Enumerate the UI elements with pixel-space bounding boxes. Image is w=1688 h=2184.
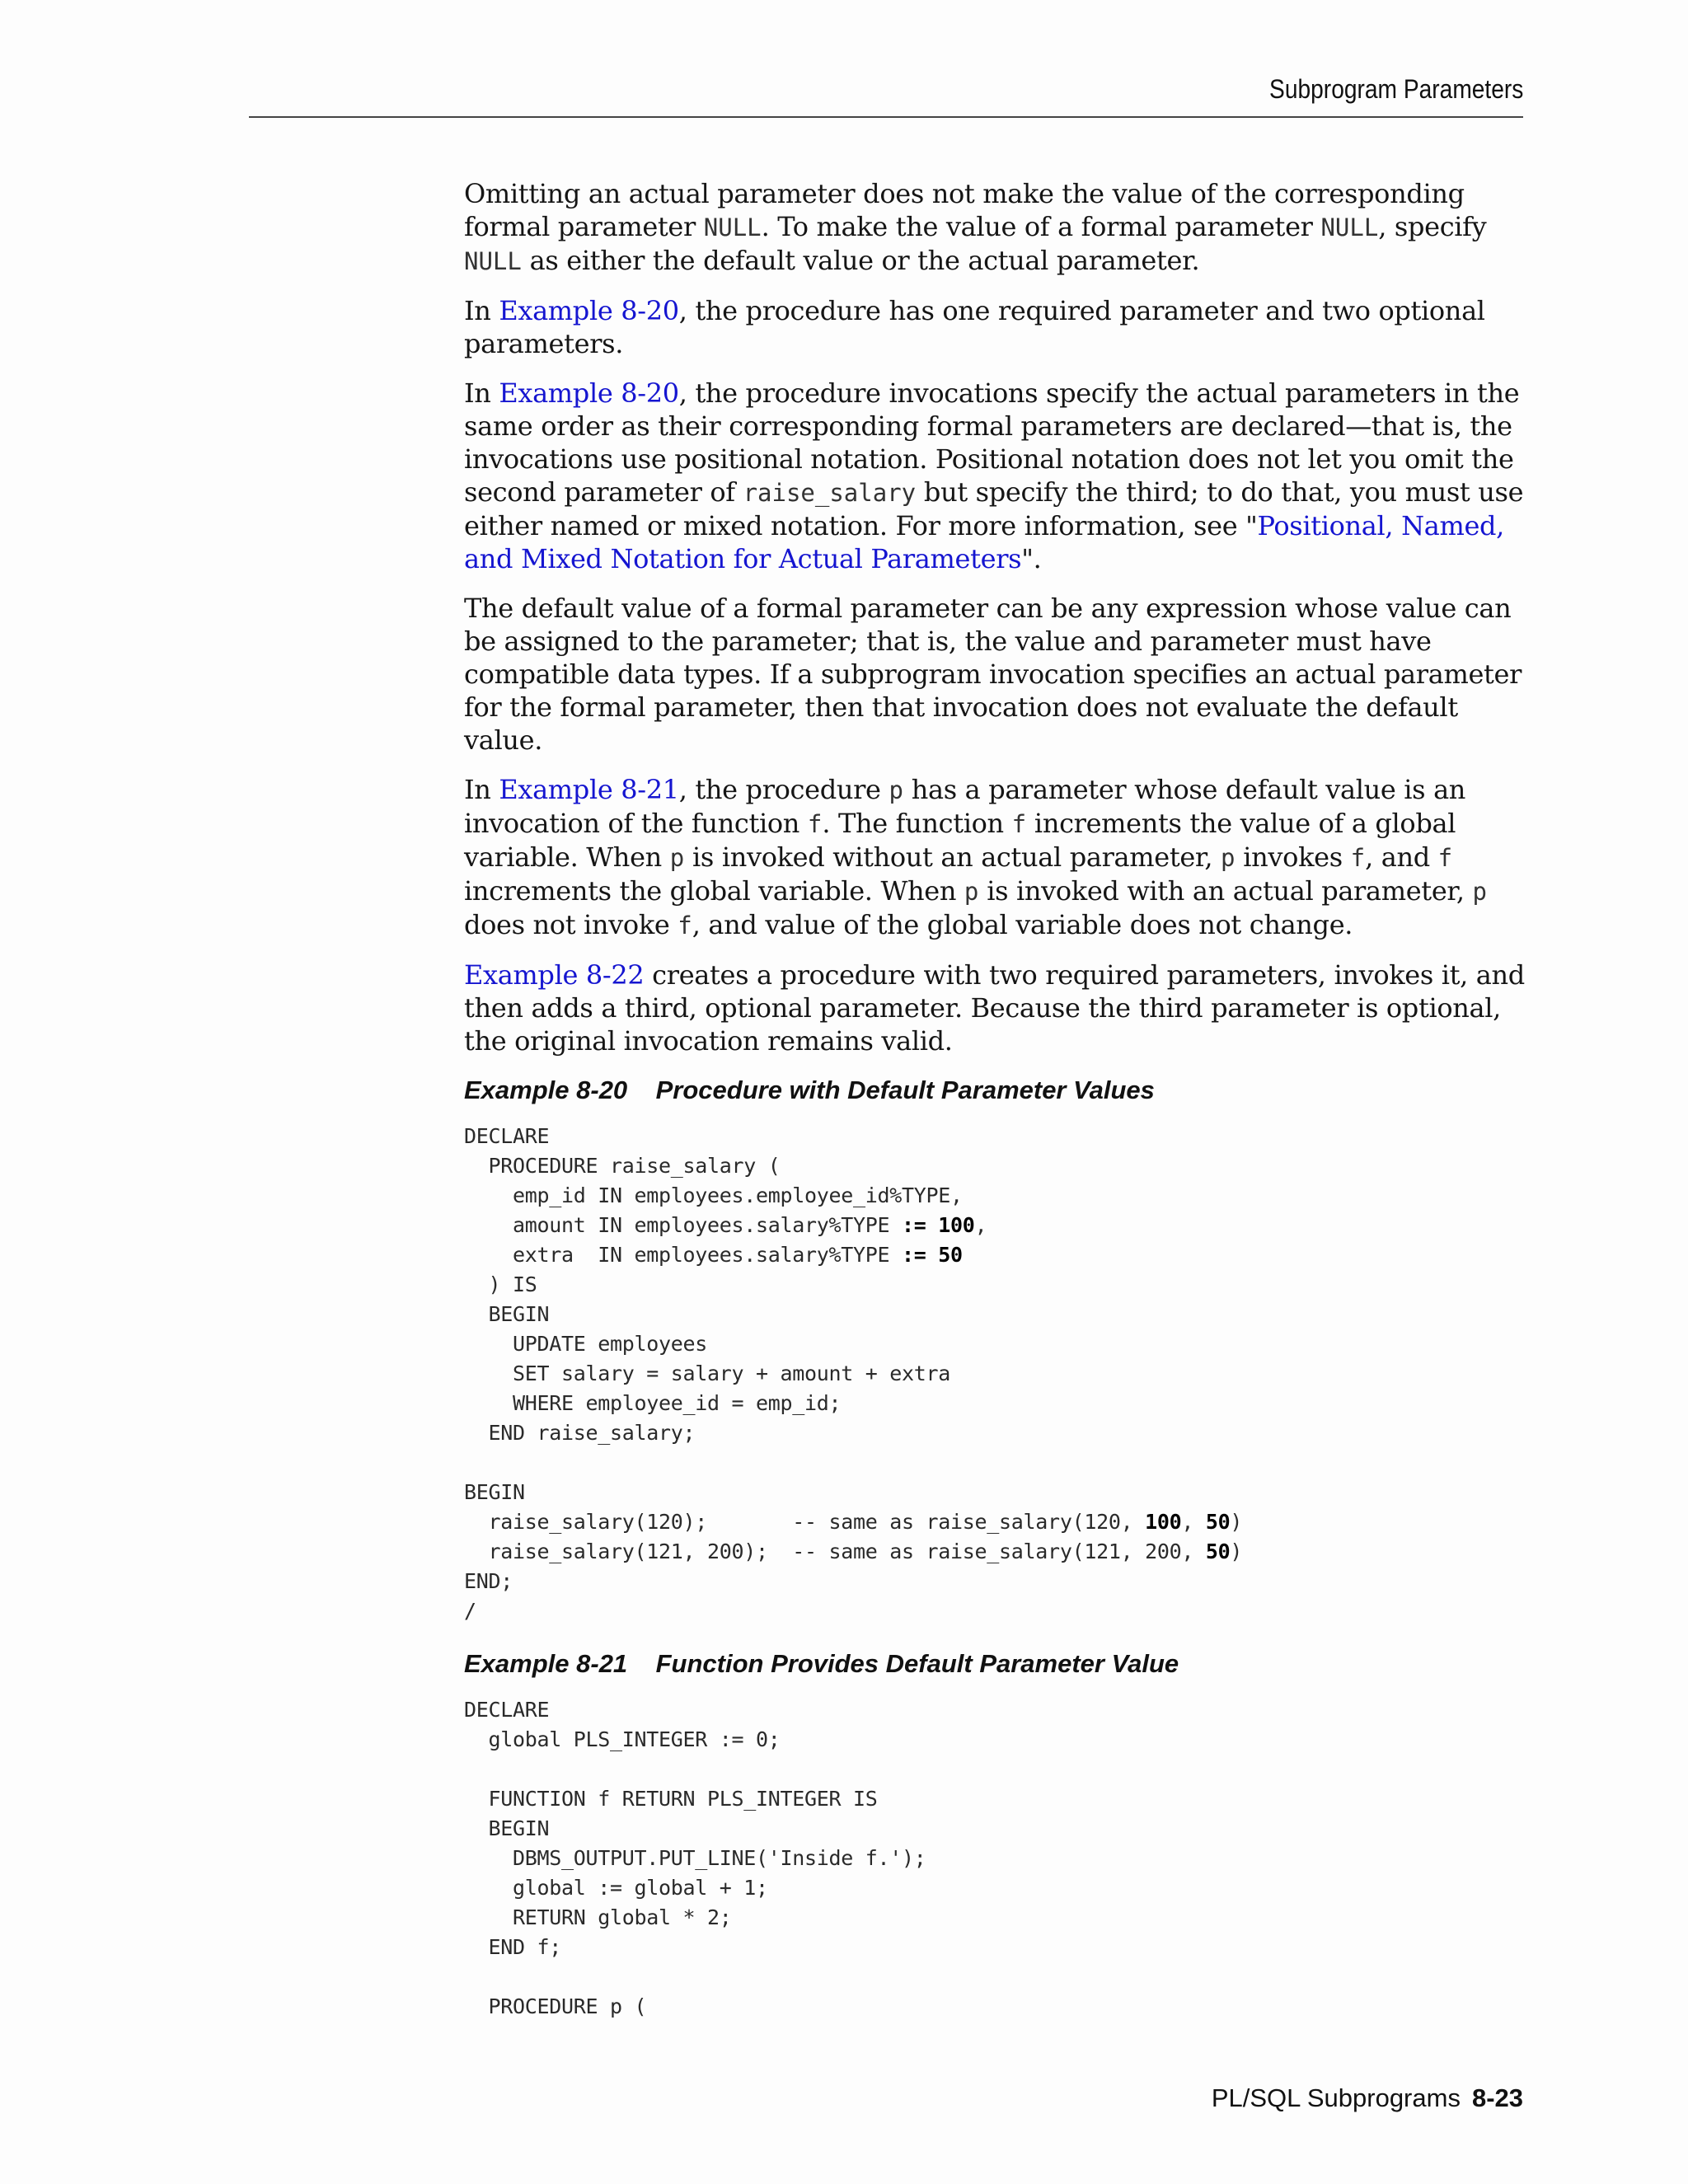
text: Omitting an actual parameter does not make the value of the corresponding formal parameter xyxy=(464,178,1465,242)
text: , specify xyxy=(1378,211,1487,242)
code-null: NULL xyxy=(1320,213,1379,241)
text: increments the global variable. When xyxy=(464,875,964,907)
paragraph-example-20-intro xyxy=(464,294,1536,360)
paragraph-null-default xyxy=(464,177,1536,278)
text: ". xyxy=(1021,543,1042,574)
text: In xyxy=(464,377,499,409)
code-bold: 50 xyxy=(1205,1510,1231,1534)
text: as either the default value or the actual parameter. xyxy=(521,245,1200,276)
code-f: f xyxy=(807,810,823,838)
code-f: f xyxy=(1437,844,1453,872)
text: , the procedure xyxy=(678,774,889,805)
text: In xyxy=(464,774,499,805)
code-raise-salary: raise_salary xyxy=(743,479,917,507)
main-content xyxy=(464,177,1536,2043)
link-example-8-20[interactable]: Example 8-20 xyxy=(499,295,679,326)
link-example-8-20[interactable]: Example 8-20 xyxy=(499,377,679,409)
code-f: f xyxy=(1350,844,1366,872)
code-bold: := 50 xyxy=(902,1243,963,1267)
running-header: Subprogram Parameters xyxy=(1268,74,1523,104)
code-bold: 100 xyxy=(1145,1510,1182,1534)
paragraph-positional-notation xyxy=(464,377,1536,575)
text: The default value of a formal parameter can be any expression whose value can be assigned to the parameter; that is, the value and parameter must have compatible data types. If a subprogram invocation specifies an actual parameter for the formal parameter, then that invocation does not evaluate the default value. xyxy=(464,593,1522,756)
text: , the procedure has one required parameter and two optional parameters. xyxy=(464,295,1485,359)
text: . To make the value of a formal parameter xyxy=(761,211,1321,242)
code-block-example-8-21: DECLARE global PLS_INTEGER := 0; FUNCTION f RETURN PLS_INTEGER IS BEGIN DBMS_OUTPUT.PUT_LINE('Inside f.'); global := global + 1; RETURN global * 2; END f; PROCEDURE p ( xyxy=(464,1698,926,2018)
code-p: p xyxy=(669,844,685,872)
code-text: ) IS BEGIN UPDATE employees SET salary = salary + amount + extra WHERE employee_id = emp_id; END raise_salary; BEGIN raise_salary(120); -- same as raise_salary(120, xyxy=(464,1272,1133,1534)
code-null: NULL xyxy=(703,213,762,241)
link-example-8-21[interactable]: Example 8-21 xyxy=(499,774,679,805)
code-p: p xyxy=(1221,844,1236,872)
code-p: p xyxy=(964,878,979,906)
text: In xyxy=(464,295,499,326)
link-positional-named-mixed-notation[interactable]: Positional, Named, and Mixed Notation for Actual Parameters xyxy=(464,510,1504,574)
code-p: p xyxy=(889,776,903,804)
paragraph-default-expression xyxy=(464,592,1536,757)
text: increments the value of a global variable. When xyxy=(464,808,1456,873)
text: invokes xyxy=(1235,841,1351,873)
text: has a parameter whose default value is an invocation of the function xyxy=(464,774,1466,839)
code-text: DECLARE PROCEDURE raise_salary ( emp_id IN employees.employee_id%TYPE, amount IN employees.salary%TYPE xyxy=(464,1124,963,1237)
text: is invoked without an actual parameter, xyxy=(684,841,1221,873)
text: . The function xyxy=(822,808,1012,839)
page-footer xyxy=(1212,2083,1523,2113)
text: but specify the third; to do that, you must use either named or mixed notation. For more information, see " xyxy=(464,476,1524,541)
code-f: f xyxy=(678,912,692,940)
page-number: 8-23 xyxy=(1471,2083,1523,2112)
text: does not invoke xyxy=(464,909,678,940)
code-text: ) raise_salary(121, 200); -- same as raise_salary(121, 200, xyxy=(488,1510,1243,1563)
code-p: p xyxy=(1472,878,1487,906)
text: , and xyxy=(1365,841,1438,873)
text: , and value of the global variable does not change. xyxy=(692,909,1353,940)
example-8-21-title: Example 8-21 Function Provides Default Parameter Value xyxy=(464,1649,1179,1678)
text: , the procedure invocations specify the actual parameters in the same order as their corresponding formal parameters are declared—that is, the invocations use positional notation. Positional notation does not let you omit the second parameter of xyxy=(464,377,1520,508)
code-null: NULL xyxy=(464,247,522,275)
paragraph-example-22-intro xyxy=(464,958,1536,1057)
code-bold: := 100 xyxy=(902,1213,975,1237)
code-text: ) END; / xyxy=(464,1540,1243,1623)
paragraph-example-21-intro xyxy=(464,773,1536,942)
code-text: , extra IN employees.salary%TYPE xyxy=(513,1213,987,1267)
text: is invoked with an actual parameter, xyxy=(978,875,1473,907)
code-f: f xyxy=(1011,810,1027,838)
text: creates a procedure with two required parameters, invokes it, and then adds a third, optional parameter. Because the third parameter is optional, the original invocation remains valid. xyxy=(464,959,1525,1057)
example-8-20-title: Example 8-20 Procedure with Default Parameter Values xyxy=(464,1076,1155,1104)
code-bold: 50 xyxy=(1205,1540,1231,1563)
header-rule xyxy=(249,116,1523,118)
code-block-example-8-20 xyxy=(464,1122,1536,1626)
link-example-8-22[interactable]: Example 8-22 xyxy=(464,959,645,991)
code-text: , xyxy=(1181,1510,1206,1534)
footer-chapter: PL/SQL Subprograms xyxy=(1211,2083,1461,2112)
